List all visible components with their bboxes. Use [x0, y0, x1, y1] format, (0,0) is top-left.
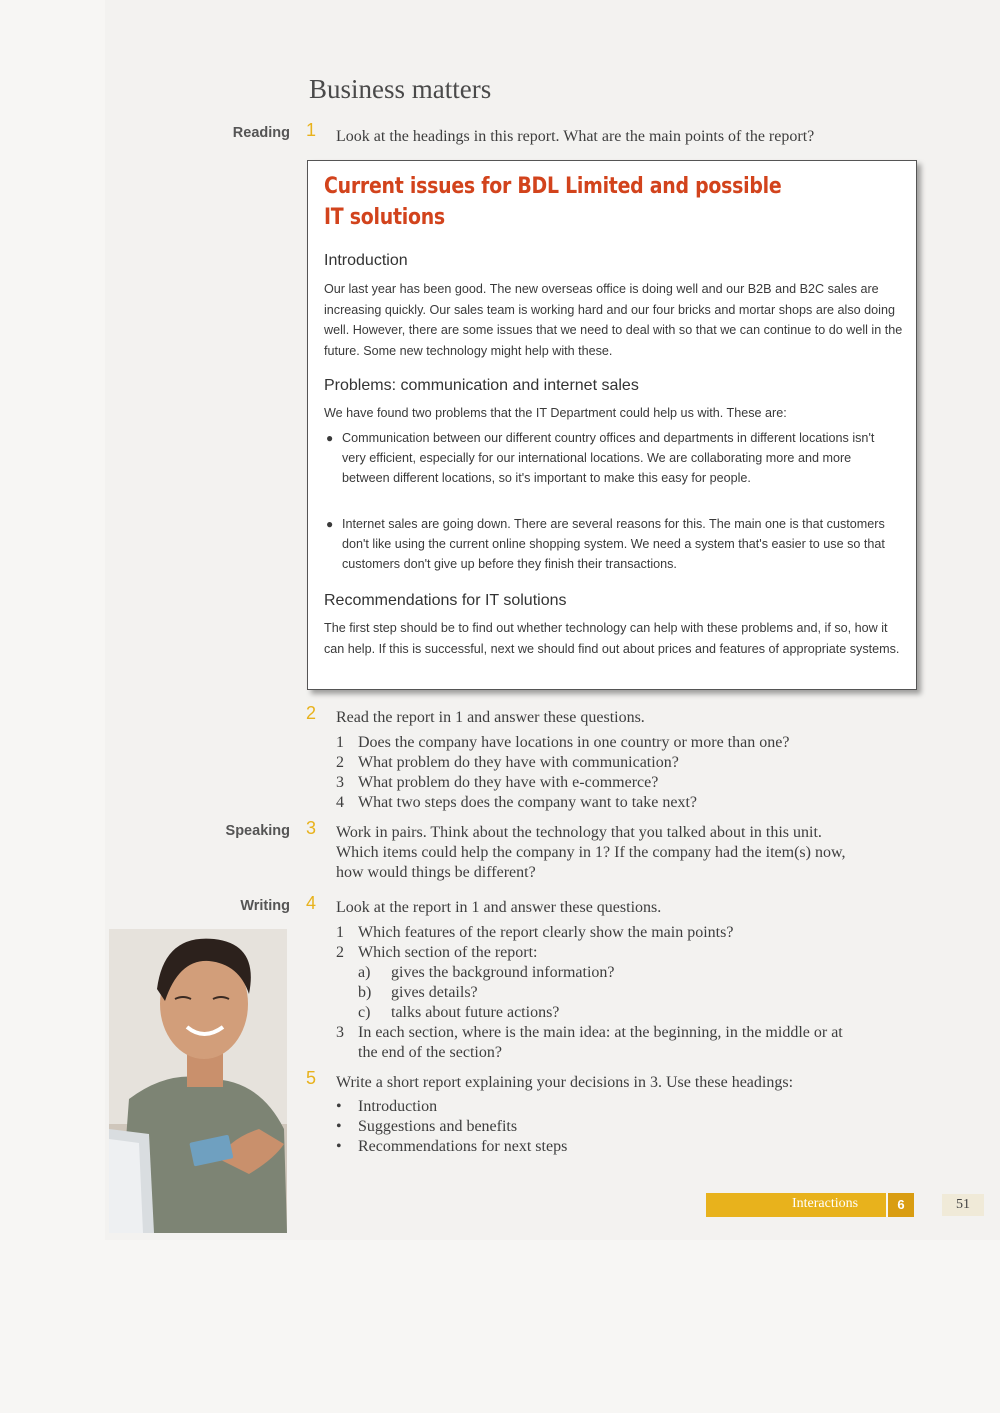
- exercise-4-number: 4: [306, 893, 317, 913]
- bullet-icon: •: [336, 1118, 342, 1135]
- report-problems-heading: Problems: communication and internet sales: [324, 377, 639, 394]
- exercise-1-instruction: Look at the headings in this report. What are the main points of the report?: [336, 128, 815, 145]
- exercise-2-number: 2: [306, 703, 317, 723]
- report-title-line-1: Current issues for BDL Limited and possible: [324, 174, 782, 199]
- report-box: [307, 160, 917, 690]
- bullet-dot-icon: ●: [326, 431, 334, 445]
- report-title: [324, 171, 806, 233]
- exercise-3-instruction: Work in pairs. Think about the technology that you talked about in this unit. Which items could help the company in 1? If the company had the item(s) now, how would things be different?: [336, 824, 846, 881]
- exercise-2-instruction: Read the report in 1 and answer these questions.: [336, 709, 645, 726]
- report-title-line-2: IT solutions: [324, 205, 445, 230]
- footer-unit-number: 6: [886, 1193, 914, 1217]
- report-recommendations-body: The first step should be to find out whether technology can help with these problems and, if so, how it can help. If this is successful, next we should find out about prices and features of appropriate systems.: [324, 621, 900, 656]
- bullet-icon: •: [336, 1098, 342, 1115]
- bullet-icon: •: [336, 1138, 342, 1155]
- report-intro-heading: Introduction: [324, 252, 408, 269]
- photo-illustration: [109, 929, 287, 1233]
- report-bullet-text: Internet sales are going down. There are several reasons for this. The main one is that customers don't like using the current online shopping system. We need a system that's easier to use so that customers don't give up before they finish their transactions.: [342, 517, 885, 571]
- exercise-5-number: 5: [306, 1068, 317, 1088]
- section-label-reading: Reading: [232, 125, 290, 141]
- photo-young-man-with-credit-card: [109, 929, 287, 1233]
- exercise-4-instruction: Look at the report in 1 and answer these questions.: [336, 899, 662, 916]
- bullet-dot-icon: ●: [326, 517, 334, 531]
- page-number: 51: [942, 1194, 984, 1216]
- section-label-writing: Writing: [240, 898, 290, 914]
- report-bullet-text: Communication between our different country offices and departments in different locations isn't very efficient, especially for our international locations. We are collaborating more and more between different locations, so it's important to make this easy for people.: [342, 431, 875, 485]
- report-recommendations-heading: Recommendations for IT solutions: [324, 592, 567, 609]
- section-label-speaking: Speaking: [225, 823, 290, 839]
- page-title: Business matters: [309, 74, 492, 104]
- report-problems-intro: We have found two problems that the IT Department could help us with. These are:: [324, 406, 787, 420]
- exercise-1-number: 1: [306, 120, 317, 140]
- report-intro-body: Our last year has been good. The new overseas office is doing well and our B2B and B2C sales are increasing quickly. Our sales team is working hard and our four bricks and mortar shops are also doing well. However, there are some issues that we need to deal with so that we can continue to do well in the future. Some new technology might help with these.: [324, 282, 903, 358]
- footer-unit-label: Interactions: [792, 1196, 859, 1211]
- exercise-3-number: 3: [306, 818, 317, 838]
- exercise-5-instruction: Write a short report explaining your decisions in 3. Use these headings:: [336, 1074, 794, 1091]
